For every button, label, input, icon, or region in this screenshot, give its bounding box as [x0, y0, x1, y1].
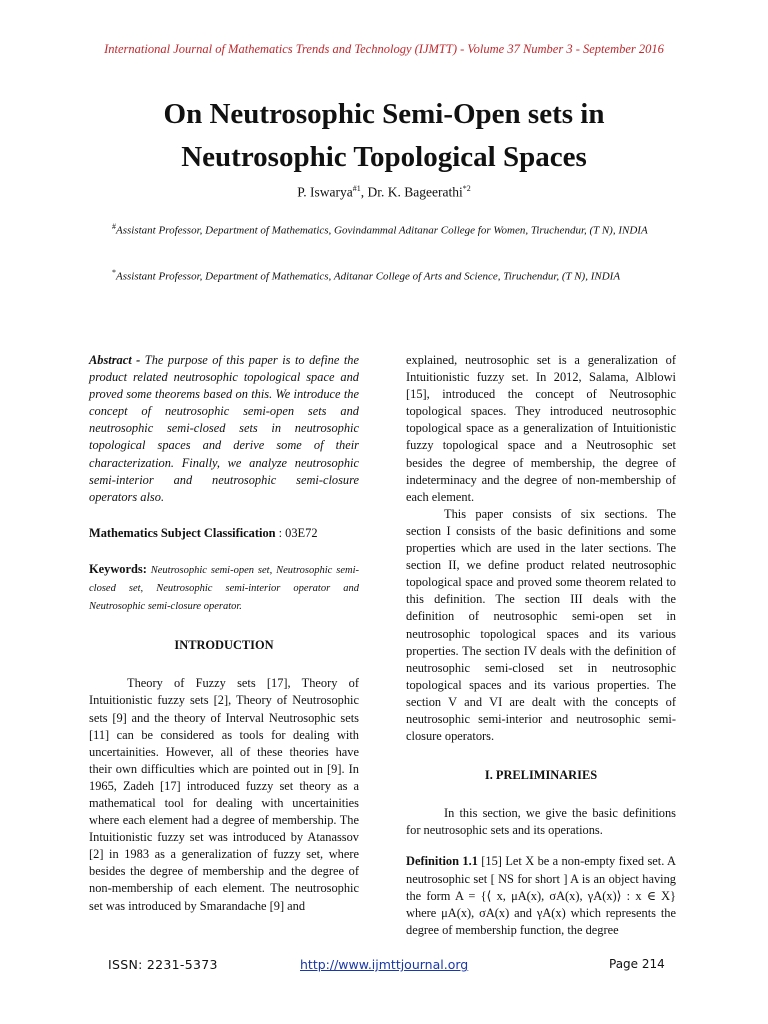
introduction-paragraph: Theory of Fuzzy sets [17], Theory of Intuitionistic fuzzy sets [2], Theory of Neutrosophic sets [9] and the theory of Interval Neutrosophic sets [11] can be considered as tools for dealing with uncertainities. However, all of these theories have their own difficulties which are pointed out in [9]. In 1965, Zadeh [17] introduced fuzzy set theory as a mathematical tool for dealing with uncertainities where each element had a degree of membership. The Intuitionistic fuzzy set was introduced by Atanassov [2] in 1983 as a generalization of fuzzy set, where besides the degree of membership and the degree of non-membership of each element. The neutrosophic set was introduced by Smarandache [9] and — [89, 676, 359, 913]
msc-label: Mathematics Subject Classification — [89, 525, 276, 540]
affiliation-1-text: Assistant Professor, Department of Mathematics, Govindammal Aditanar College for Women, Tiruchendur, (T N), INDIA — [116, 224, 648, 237]
affiliation-2-mark: * — [112, 268, 116, 277]
preliminaries-paragraph: In this section, we give the basic definitions for neutrosophic sets and its operations. — [406, 806, 676, 838]
introduction-heading: INTRODUCTION — [174, 638, 274, 653]
affiliation-2 — [112, 264, 692, 286]
definition-text: [15] Let X be a non-empty fixed set. A neutrosophic set [ NS for short ] A is an object having the form A = {⟨ x, μA(x), σA(x), γA(x)⟩ : x ∈ X} where μA(x), σA(x) and γA(x) which represents the degree of membership function, the degree — [406, 854, 676, 937]
definition-1-1 — [406, 853, 676, 938]
keywords-label: Keywords: — [89, 561, 147, 576]
author-separator: , — [360, 184, 368, 200]
page-number: Page 214 — [609, 957, 665, 971]
paper-title — [60, 93, 708, 179]
page-footer — [0, 957, 768, 977]
body-paragraph-1: explained, neutrosophic set is a generalization of Intuitionistic fuzzy set. In 2012, Salama, Alblowi [15], introduced the concept of Neutrosophic topological spaces. They introduced neutrosophic topological space as a generalization of Intuitionistic fuzzy topological space and a Neutrosophic set besides the degree of membership, the degree of indeterminacy and the degree of non-membership of each element. — [406, 353, 676, 504]
msc-value: : 03E72 — [275, 525, 318, 540]
affiliation-1 — [112, 218, 692, 240]
author-1: P. Iswarya — [297, 184, 353, 200]
title-line-2: Neutrosophic Topological Spaces — [181, 141, 587, 173]
body-paragraph-2: This paper consists of six sections. The section I consists of the basic definitions and some properties which are used in the later sections. The section II, we define product related neutrosophic topological space and proved some theorem related to this definition. The section III deals with the definition of neutrosophic semi-open set in neutrosophic topological spaces and its various properties. The section IV deals with the definition of neutrosophic semi-closed set in neutrosophic topological spaces and its various properties. The section V and VI are dealt with the concepts of neutrosophic semi-interior and neutrosophic semi-closure operators. — [406, 506, 676, 744]
abstract — [89, 352, 359, 506]
keywords-text: Neutrosophic semi-open set, Neutrosophic semi-closed set, Neutrosophic semi-interior operator and Neutrosophic semi-closure operator. — [89, 564, 359, 613]
title-line-1: On Neutrosophic Semi-Open sets in — [163, 98, 605, 130]
affiliation-1-mark: # — [112, 222, 116, 231]
subject-classification — [89, 525, 359, 542]
author-2-mark: *2 — [462, 184, 471, 193]
journal-link[interactable]: http://www.ijmttjournal.org — [300, 957, 469, 972]
author-1-mark: #1 — [352, 184, 361, 193]
journal-header: International Journal of Mathematics Trends and Technology (IJMTT) - Volume 37 Number 3 - September 2016 — [104, 42, 664, 56]
affiliation-2-text: Assistant Professor, Department of Mathematics, Aditanar College of Arts and Science, Tiruchendur, (T N), INDIA — [116, 270, 621, 283]
abstract-label: Abstract - — [89, 353, 141, 367]
issn: ISSN: 2231-5373 — [108, 957, 218, 972]
left-column — [89, 352, 359, 915]
keywords — [89, 561, 359, 615]
author-list — [0, 184, 768, 201]
preliminaries-heading: I. PRELIMINARIES — [484, 768, 598, 783]
right-column — [406, 352, 676, 939]
abstract-text: The purpose of this paper is to define the product related neutrosophic topological space and proved some theorems based on this. We introduce the concept of neutrosophic semi-open sets and neutrosophic semi-closed sets in neutrosophic topological spaces and derive some of their characterization. Finally, we analyze neutrosophic semi-interior and neutrosophic semi-closure operators also. — [89, 353, 359, 504]
author-2: Dr. K. Bageerathi — [367, 184, 463, 200]
definition-label: Definition 1.1 — [406, 854, 478, 869]
